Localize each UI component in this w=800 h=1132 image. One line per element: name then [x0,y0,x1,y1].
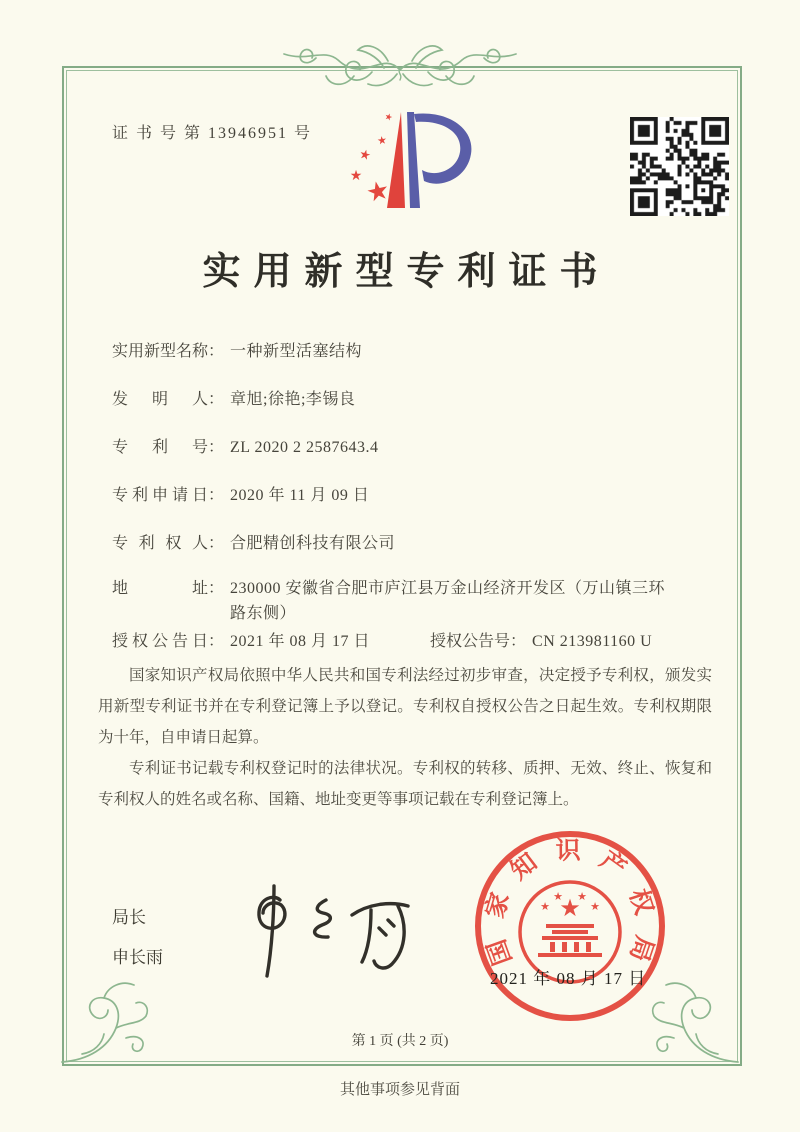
field-row-filing-date [112,480,692,512]
grant-date-pair [112,633,370,650]
signer-title: 局长 [112,908,146,927]
field-colon: ： [208,535,225,552]
field-label: 实用新型名称 [112,343,209,360]
field-colon: ： [208,580,225,597]
field-row-patentee [112,528,692,560]
svg-text:★: ★ [590,900,600,913]
field-value: 230000 安徽省合肥市庐江县万金山经济开发区（万山镇三环路东侧） [230,580,666,622]
grant-number-value: CN 213981160 U [532,633,653,650]
svg-text:★: ★ [382,111,394,124]
legal-text-block [98,660,712,815]
svg-text:★: ★ [363,174,393,210]
field-row-patent-name [112,336,692,368]
field-label: 专利申请日 [112,487,208,504]
qr-code [630,117,729,216]
svg-text:★: ★ [559,894,581,922]
field-colon: ： [208,633,225,650]
field-row-inventors [112,384,692,416]
legal-paragraph-1: 国家知识产权局依照中华人民共和国专利法经过初步审查，决定授予专利权，颁发实用新型专利证书并在专利登记簿上予以登记。专利权自授权公告之日起生效。专利权期限为十年，自申请日起算。 [98,667,712,746]
certificate-title: 实用新型专利证书 [202,251,611,293]
signer-block [112,898,163,978]
svg-text:★: ★ [540,900,550,913]
field-label: 发明人 [112,391,208,408]
field-colon: ： [208,487,225,504]
seal-org-text: 国家知识产权局 [481,837,658,969]
field-list [112,336,692,674]
certificate-number: 证 书 号 第 13946951 号 [112,125,313,142]
seal-date: 2021 年 08 月 17 日 [490,969,647,988]
field-value: 合肥精创科技有限公司 [230,535,396,552]
signer-name: 申长雨 [112,948,163,967]
field-colon: ： [510,633,527,650]
cnipa-seal-icon [468,826,672,1034]
svg-text:★: ★ [376,133,388,148]
svg-text:★: ★ [553,890,563,903]
field-value: 一种新型活塞结构 [230,343,363,360]
svg-text:★: ★ [349,168,363,184]
field-row-address [112,576,692,626]
field-label: 专利号 [112,439,208,456]
legal-paragraph-2: 专利证书记载专利权登记时的法律状况。专利权的转移、质押、无效、终止、恢复和专利权人的姓名或名称、国籍、地址变更等事项记载在专利登记簿上。 [98,760,712,808]
handwritten-signature-icon [228,880,438,982]
field-value: 2020 年 11 月 09 日 [230,487,370,504]
cnipa-logo-icon [332,96,510,236]
svg-text:★: ★ [577,890,587,903]
page-number: 第 1 页 (共 2 页) [351,1034,449,1049]
field-colon: ： [208,439,225,456]
field-label: 授权公告日 [112,633,208,650]
svg-text:★: ★ [357,146,373,165]
field-colon: ： [208,343,225,360]
grant-number-pair [430,633,652,650]
grant-date-value: 2021 年 08 月 17 日 [230,633,371,650]
field-row-grant [112,626,692,658]
back-note: 其他事项参见背面 [339,1082,460,1098]
field-value: 章旭;徐艳;李锡良 [230,391,356,408]
field-row-patent-number [112,432,692,464]
field-label: 授权公告号 [430,633,511,650]
field-label: 地址 [112,580,208,597]
field-colon: ： [208,391,225,408]
field-value: ZL 2020 2 2587643.4 [230,439,379,456]
field-label: 专利权人 [112,535,208,552]
